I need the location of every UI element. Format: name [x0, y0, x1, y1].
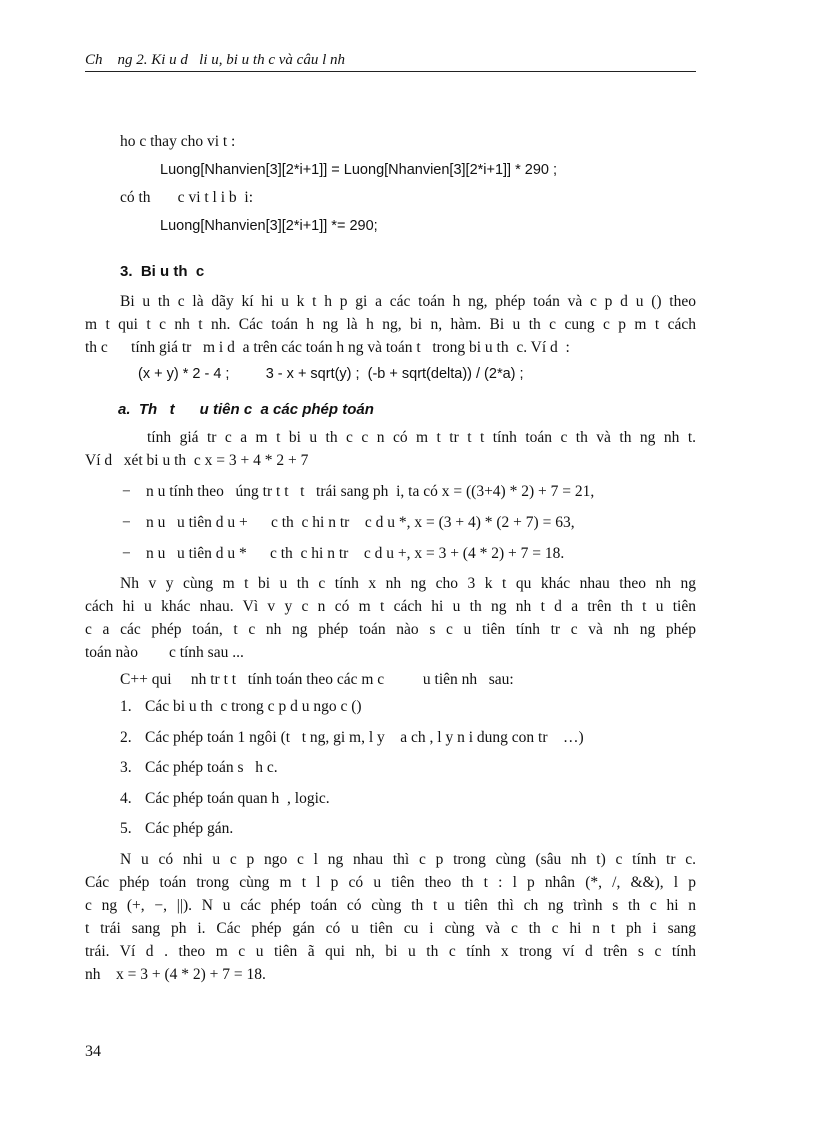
paragraph-line: Nh v y cùng m t bi u th c tính x nh ng cho 3 k t qu khác nhau theo nh ng — [120, 575, 696, 592]
list-number: 5. — [120, 820, 132, 837]
paragraph-line: th c tính giá tr m i d a trên các toán h ng và toán t trong bi u th c. Ví d : — [85, 339, 570, 356]
bullet-dash: − — [122, 514, 131, 531]
list-item: Các phép toán 1 ngôi (t t ng, gi m, l y a ch , l y n i dung con tr …) — [145, 729, 584, 746]
list-item: Các phép toán s h c. — [145, 759, 278, 776]
paragraph-line: Ví d xét bi u th c x = 3 + 4 * 2 + 7 — [85, 452, 309, 469]
bullet-item: n u u tiên d u * c th c hi n tr c d u +, x = 3 + (4 * 2) + 7 = 18. — [146, 545, 565, 562]
bullet-item: n u u tiên d u + c th c hi n tr c d u *, x = (3 + 4) * (2 + 7) = 63, — [146, 514, 575, 531]
paragraph-line: N u có nhi u c p ngo c l ng nhau thì c p trong cùng (sâu nh t) c tính tr c. — [120, 851, 696, 868]
text-line: có th c vi t l i b i: — [120, 189, 254, 206]
paragraph-line: nh x = 3 + (4 * 2) + 7 = 18. — [85, 966, 266, 983]
bullet-item: n u tính theo úng tr t t t trái sang ph i, ta có x = ((3+4) * 2) + 7 = 21, — [146, 483, 595, 500]
paragraph-line: trái. Ví d . theo m c u tiên ã qui nh, bi u th c tính x trong ví d trên s c tính — [85, 943, 696, 960]
bullet-dash: − — [122, 545, 131, 562]
running-header: Ch ng 2. Ki u d li u, bi u th c và câu l nh — [85, 52, 345, 68]
code-line: Luong[Nhanvien[3][2*i+1]] *= 290; — [160, 218, 378, 234]
bullet-dash: − — [122, 483, 131, 500]
paragraph-line: Các phép toán trong cùng m t l p có u tiên theo th t : l p nhân (*, /, &&), l p — [85, 874, 696, 891]
paragraph-line: Bi u th c là dãy kí hi u k t h p gi a các toán h ng, phép toán và c p d u () theo — [120, 293, 696, 310]
text-line: ho c thay cho vi t : — [120, 133, 236, 150]
paragraph-line: C++ qui nh tr t t tính toán theo các m c u tiên nh sau: — [120, 671, 514, 688]
subsection-heading: a. Th t u tiên c a các phép toán — [118, 401, 374, 418]
paragraph-line: cách hi u khác nhau. Vì v y c n có m t cách hi u th ng nh t d a trên th t u tiên — [85, 598, 696, 615]
list-number: 1. — [120, 698, 132, 715]
list-item: Các bi u th c trong c p d u ngo c () — [145, 698, 362, 715]
list-number: 2. — [120, 729, 132, 746]
list-item: Các phép toán quan h , logic. — [145, 790, 330, 807]
list-number: 4. — [120, 790, 132, 807]
page-number: 34 — [85, 1043, 101, 1060]
example-expressions: (x + y) * 2 - 4 ; 3 - x + sqrt(y) ; (-b + sqrt(delta)) / (2*a) ; — [138, 366, 524, 382]
code-line: Luong[Nhanvien[3][2*i+1]] = Luong[Nhanvien[3][2*i+1]] * 290 ; — [160, 162, 558, 178]
section-heading: 3. Bi u th c — [120, 263, 205, 280]
paragraph-line: t trái sang ph i. Các phép gán có u tiên cu i cùng và c th c hi n t ph i sang — [85, 920, 696, 937]
list-number: 3. — [120, 759, 132, 776]
paragraph-line: tính giá tr c a m t bi u th c c n có m t tr t t tính toán c th và th ng nh t. — [147, 429, 696, 446]
paragraph-line: c ng (+, −, ||). N u các phép toán có cùng th t u tiên thì ch ng trình s th c hi n — [85, 897, 696, 914]
paragraph-line: m t qui t c nh t nh. Các toán h ng là h ng, bi n, hàm. Bi u th c cung c p m t cách — [85, 316, 696, 333]
header-rule — [85, 71, 696, 72]
paragraph-line: toán nào c tính sau ... — [85, 644, 244, 661]
paragraph-line: c a các phép toán, t c nh ng phép toán nào s c u tiên tính tr c và nh ng phép — [85, 621, 696, 638]
list-item: Các phép gán. — [145, 820, 234, 837]
